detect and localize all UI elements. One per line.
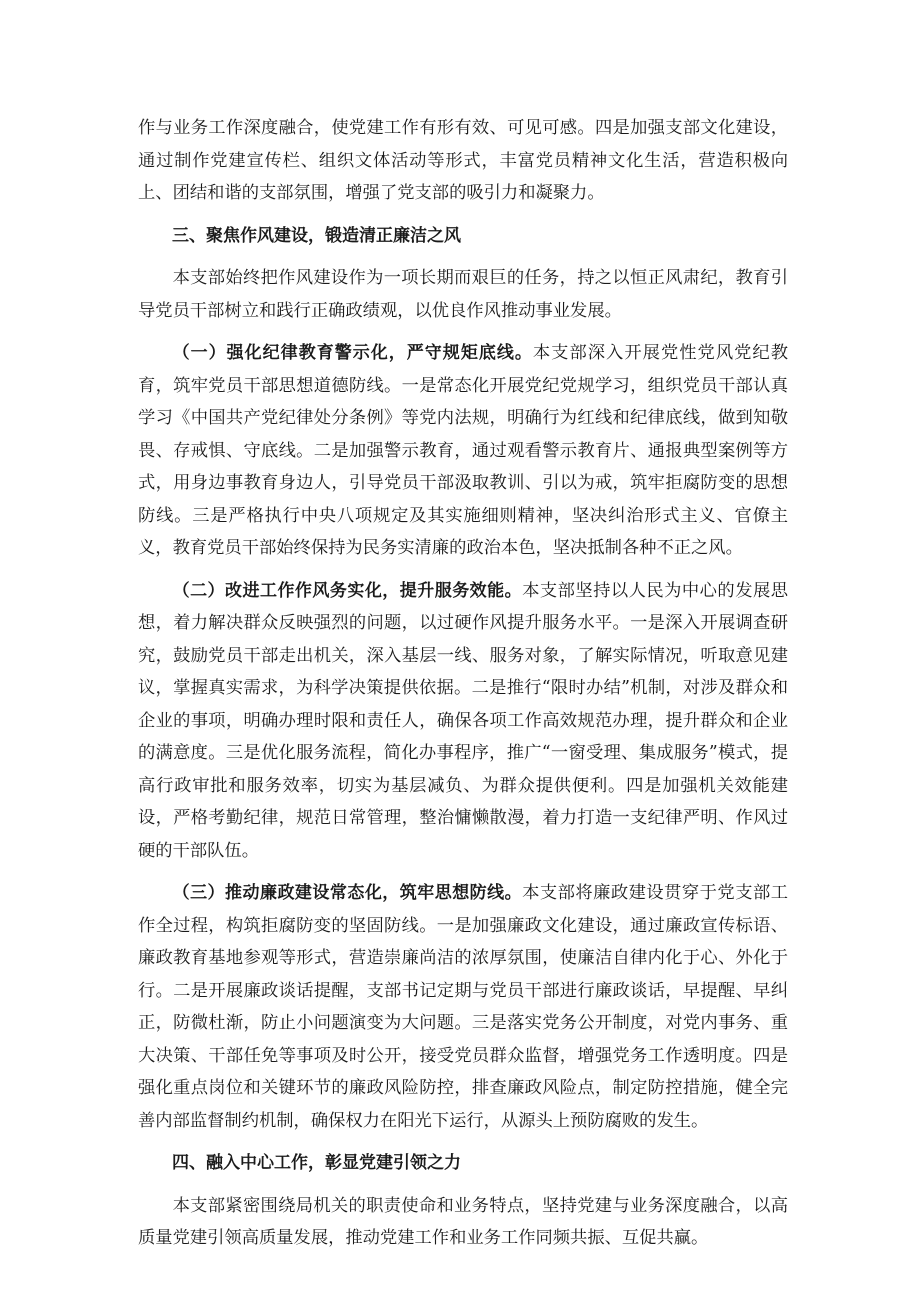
section-heading-3: 三、聚焦作风建设，锻造清正廉洁之风	[172, 225, 461, 246]
subsection-3	[138, 877, 788, 1137]
subsection-2	[138, 575, 788, 868]
subsection-2-title: （二）改进工作作风务实化，提升服务效能。	[172, 580, 523, 601]
section-4-intro: 本支部紧密围绕局机关的职责使命和业务特点，坚持党建与业务深度融合，以高质量党建引领高质量发展，推动党建工作和业务工作同频共振、互促共赢。	[138, 1195, 788, 1248]
subsection-1	[138, 337, 788, 565]
subsection-1-body: 本支部深入开展党性党风党纪教育，筑牢党员干部思想道德防线。一是常态化开展党纪党规学习，组织党员干部认真学习《中国共产党纪律处分条例》等党内法规，明确行为红线和纪律底线，做到知敬畏、存戒惧、守底线。二是加强警示教育，通过观看警示教育片、通报典型案例等方式，用身边事教育身边人，引导党员干部汲取教训、引以为戒，筑牢拒腐防变的思想防线。三是严格执行中央八项规定及其实施细则精神，坚决纠治形式主义、官僚主义，教育党员干部始终保持为民务实清廉的政治本色，坚决抵制各种不正之风。	[138, 343, 788, 558]
section-3-intro: 本支部始终把作风建设作为一项长期而艰巨的任务，持之以恒正风肃纪，教育引导党员干部树立和践行正确政绩观，以优良作风推动事业发展。	[138, 268, 788, 321]
subsection-3-body: 本支部将廉政建设贯穿于党支部工作全过程，构筑拒腐防变的坚固防线。一是加强廉政文化建设，通过廉政宣传标语、廉政教育基地参观等形式，营造崇廉尚洁的浓厚氛围，使廉洁自律内化于心、外化于行。二是开展廉政谈话提醒，支部书记定期与党员干部进行廉政谈话，早提醒、早纠正，防微杜渐，防止小问题演变为大问题。三是落实党务公开制度，对党内事务、重大决策、干部任免等事项及时公开，接受党员群众监督，增强党务工作透明度。四是强化重点岗位和关键环节的廉政风险防控，排查廉政风险点，制定防控措施，健全完善内部监督制约机制，确保权力在阳光下运行，从源头上预防腐败的发生。	[138, 883, 788, 1131]
section-heading-4: 四、融入中心工作，彰显党建引领之力	[172, 1153, 461, 1173]
document-page	[138, 112, 788, 1255]
subsection-3-title: （三）推动廉政建设常态化，筑牢思想防线。	[172, 883, 523, 903]
subsection-2-body: 本支部坚持以人民为中心的发展思想，着力解决群众反映强烈的问题，以过硬作风提升服务水平。一是深入开展调查研究，鼓励党员干部走出机关，深入基层一线、服务对象，了解实际情况，听取意见建议，掌握真实需求，为科学决策提供依据。二是推行“限时办结”机制，对涉及群众和企业的事项，明确办理时限和责任人，确保各项工作高效规范办理，提升群众和企业的满意度。三是优化服务流程，简化办事程序，推广“一窗受理、集成服务”模式，提高行政审批和服务效率，切实为基层减负、为群众提供便利。四是加强机关效能建设，严格考勤纪律，规范日常管理，整治慵懒散漫，着力打造一支纪律严明、作风过硬的干部队伍。	[138, 580, 788, 861]
subsection-1-title: （一）强化纪律教育警示化，严守规矩底线。	[172, 343, 533, 363]
paragraph-continuation: 作与业务工作深度融合，使党建工作有形有效、可见可感。四是加强支部文化建设，通过制作党建宣传栏、组织文体活动等形式，丰富党员精神文化生活，营造积极向上、团结和谐的支部氛围，增强了党支部的吸引力和凝聚力。	[138, 118, 788, 203]
